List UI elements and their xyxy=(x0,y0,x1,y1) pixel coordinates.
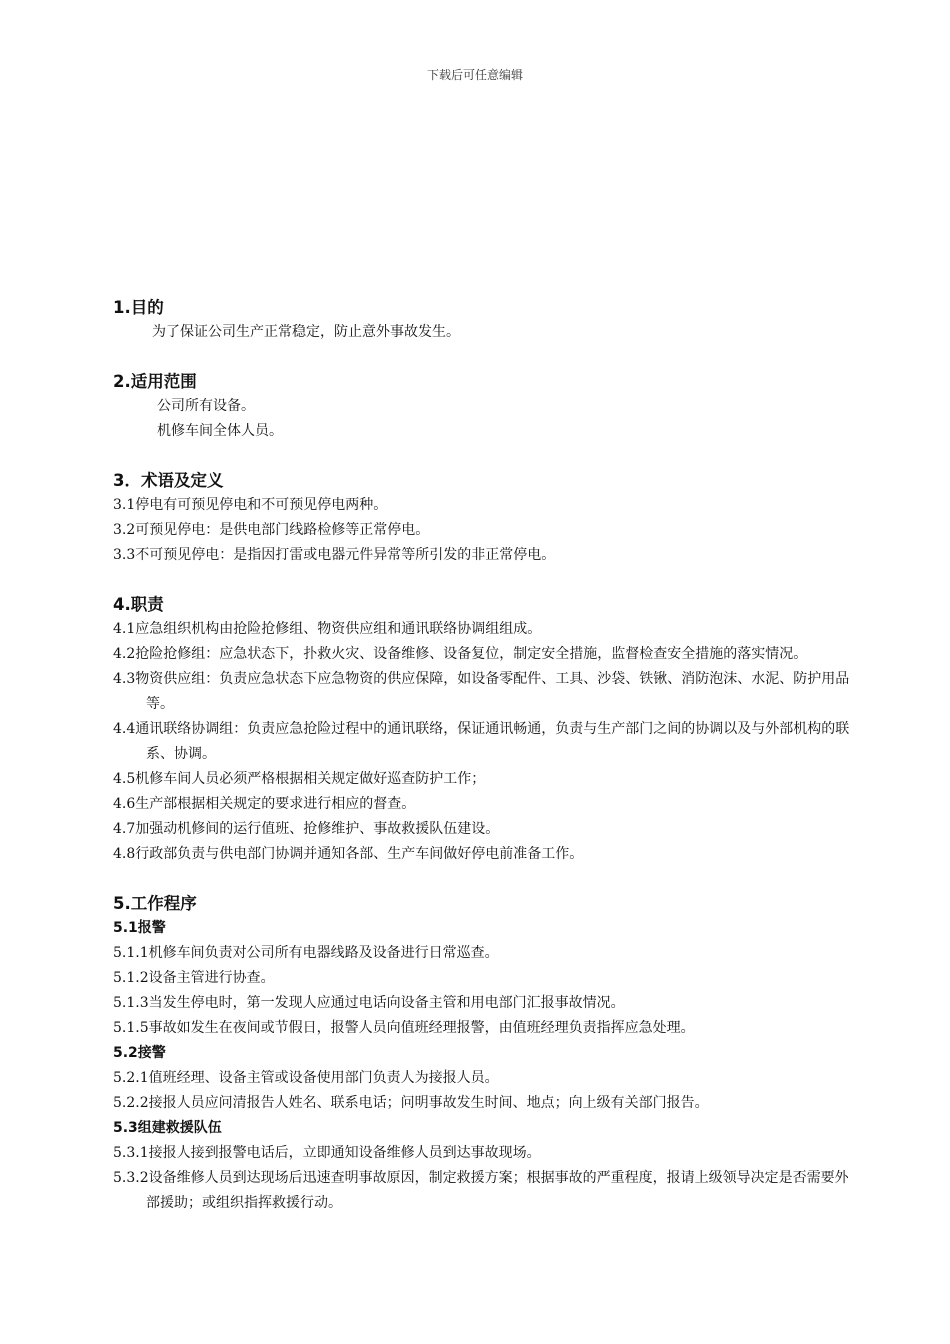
section-4-item: 4.1应急组织机构由抢险抢修组、物资供应组和通讯联络协调组组成。 xyxy=(113,621,542,637)
subsection-5-3-title: 5.3组建救援队伍 xyxy=(113,1120,222,1136)
subsection-5-1-title: 5.1报警 xyxy=(113,920,166,936)
section-3-item: 3.2可预见停电：是供电部门线路检修等正常停电。 xyxy=(113,522,430,538)
subsection-5-2-item: 5.2.2接报人员应问清报告人姓名、联系电话；问明事故发生时间、地点；向上级有关部门报告。 xyxy=(113,1095,709,1111)
section-4-item: 4.4通讯联络协调组：负责应急抢险过程中的通讯联络，保证通讯畅通，负责与生产部门之间的协调以及与外部机构的联系、协调。 xyxy=(113,721,850,762)
section-3-title: 3．术语及定义 xyxy=(113,471,224,490)
section-4-item: 4.8行政部负责与供电部门协调并通知各部、生产车间做好停电前准备工作。 xyxy=(113,846,584,862)
section-2-line: 机修车间全体人员。 xyxy=(157,423,283,439)
section-4-item: 4.7加强动机修间的运行值班、抢修维护、事故救援队伍建设。 xyxy=(113,821,500,837)
section-4-item: 4.2抢险抢修组：应急状态下，扑救火灾、设备维修、设备复位，制定安全措施，监督检查安全措施的落实情况。 xyxy=(113,646,808,662)
subsection-5-1-item: 5.1.2设备主管进行协查。 xyxy=(113,970,275,986)
section-3-item: 3.1停电有可预见停电和不可预见停电两种。 xyxy=(113,497,388,513)
subsection-5-3-item: 5.3.2设备维修人员到达现场后迅速查明事故原因，制定救援方案；根据事故的严重程度，报请上级领导决定是否需要外部援助；或组织指挥救援行动。 xyxy=(113,1170,849,1211)
subsection-5-1-item: 5.1.1机修车间负责对公司所有电器线路及设备进行日常巡查。 xyxy=(113,945,499,961)
section-2-line: 公司所有设备。 xyxy=(157,398,255,414)
subsection-5-2-item: 5.2.1值班经理、设备主管或设备使用部门负责人为接报人员。 xyxy=(113,1070,499,1086)
section-2-title: 2.适用范围 xyxy=(113,372,197,391)
section-1-body: 为了保证公司生产正常稳定，防止意外事故发生。 xyxy=(152,324,460,340)
subsection-5-3-item: 5.3.1接报人接到报警电话后，立即通知设备维修人员到达事故现场。 xyxy=(113,1145,541,1161)
section-4-item: 4.3物资供应组：负责应急状态下应急物资的供应保障，如设备零配件、工具、沙袋、铁锹、消防泡沫、水泥、防护用品等。 xyxy=(113,671,850,712)
section-5-title: 5.工作程序 xyxy=(113,894,197,913)
section-4-item: 4.5机修车间人员必须严格根据相关规定做好巡查防护工作； xyxy=(113,771,486,787)
section-3-item: 3.3不可预见停电：是指因打雷或电器元件异常等所引发的非正常停电。 xyxy=(113,547,556,563)
document-body xyxy=(113,296,853,1216)
section-4-title: 4.职责 xyxy=(113,595,164,614)
page-header: 下载后可任意编辑 xyxy=(426,68,523,82)
section-1-title: 1.目的 xyxy=(113,298,164,317)
subsection-5-1-item: 5.1.5事故如发生在夜间或节假日，报警人员向值班经理报警，由值班经理负责指挥应急处理。 xyxy=(113,1020,695,1036)
subsection-5-1-item: 5.1.3当发生停电时，第一发现人应通过电话向设备主管和用电部门汇报事故情况。 xyxy=(113,995,625,1011)
subsection-5-2-title: 5.2接警 xyxy=(113,1045,166,1061)
section-4-item: 4.6生产部根据相关规定的要求进行相应的督查。 xyxy=(113,796,416,812)
